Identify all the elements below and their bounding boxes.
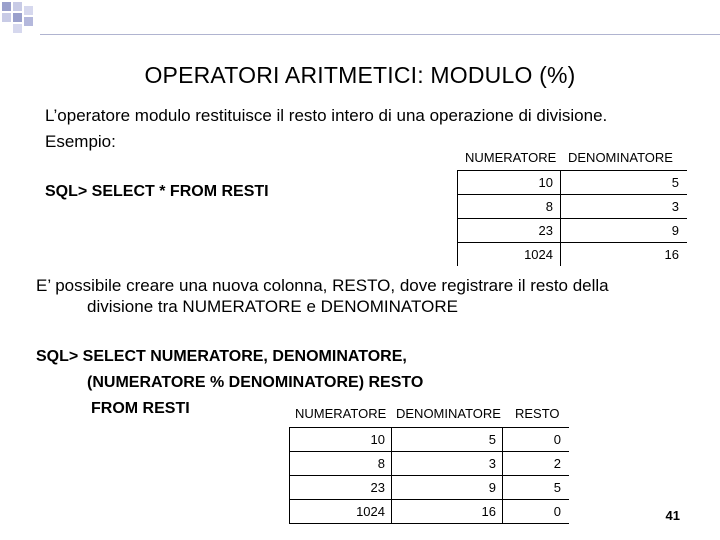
table2-header-resto: RESTO — [515, 406, 560, 421]
table-cell: 23 — [370, 480, 385, 495]
query-modulo-line-3: FROM RESTI — [91, 400, 190, 417]
table-cell: 3 — [671, 199, 679, 214]
table-cell: 0 — [553, 504, 561, 519]
table-cell: 0 — [553, 432, 561, 447]
table-cell: 5 — [671, 175, 679, 190]
resti-modulo-table — [289, 403, 569, 525]
table1-header-denominatore: DENOMINATORE — [568, 150, 673, 165]
query-modulo-line-1: SQL> SELECT NUMERATORE, DENOMINATORE, — [36, 348, 407, 365]
table-cell: 5 — [553, 480, 561, 495]
table1-header-numeratore: NUMERATORE — [465, 150, 557, 165]
table-cell: 8 — [545, 199, 553, 214]
table-cell: 9 — [671, 223, 679, 238]
query-modulo-line-2: (NUMERATORE % DENOMINATORE) RESTO — [87, 374, 424, 391]
table-cell: 3 — [488, 456, 496, 471]
table-cell: 16 — [481, 504, 496, 519]
table-cell: 10 — [538, 175, 553, 190]
resti-table — [457, 146, 687, 268]
page-number: 41 — [665, 508, 680, 523]
table-cell: 1024 — [356, 504, 385, 519]
paragraph-line-2: divisione tra NUMERATORE e DENOMINATORE — [87, 297, 458, 316]
table-cell: 10 — [370, 432, 385, 447]
table-cell: 16 — [664, 247, 679, 262]
table-cell: 1024 — [524, 247, 553, 262]
query-select-all: SQL> SELECT * FROM RESTI — [45, 183, 269, 200]
table-cell: 5 — [488, 432, 496, 447]
slide-title: OPERATORI ARITMETICI: MODULO (%) — [144, 62, 576, 88]
table-cell: 23 — [538, 223, 553, 238]
table-cell: 9 — [488, 480, 496, 495]
paragraph-line-1: E’ possibile creare una nuova colonna, RESTO, dove registrare il resto della — [36, 276, 609, 295]
table-cell: 2 — [553, 456, 561, 471]
table2-header-denominatore: DENOMINATORE — [396, 406, 501, 421]
table2-header-numeratore: NUMERATORE — [295, 406, 387, 421]
example-label: Esempio: — [45, 132, 116, 151]
title-divider — [40, 34, 720, 35]
table-cell: 8 — [377, 456, 385, 471]
intro-text: L’operatore modulo restituisce il resto intero di una operazione di divisione. — [45, 106, 608, 125]
